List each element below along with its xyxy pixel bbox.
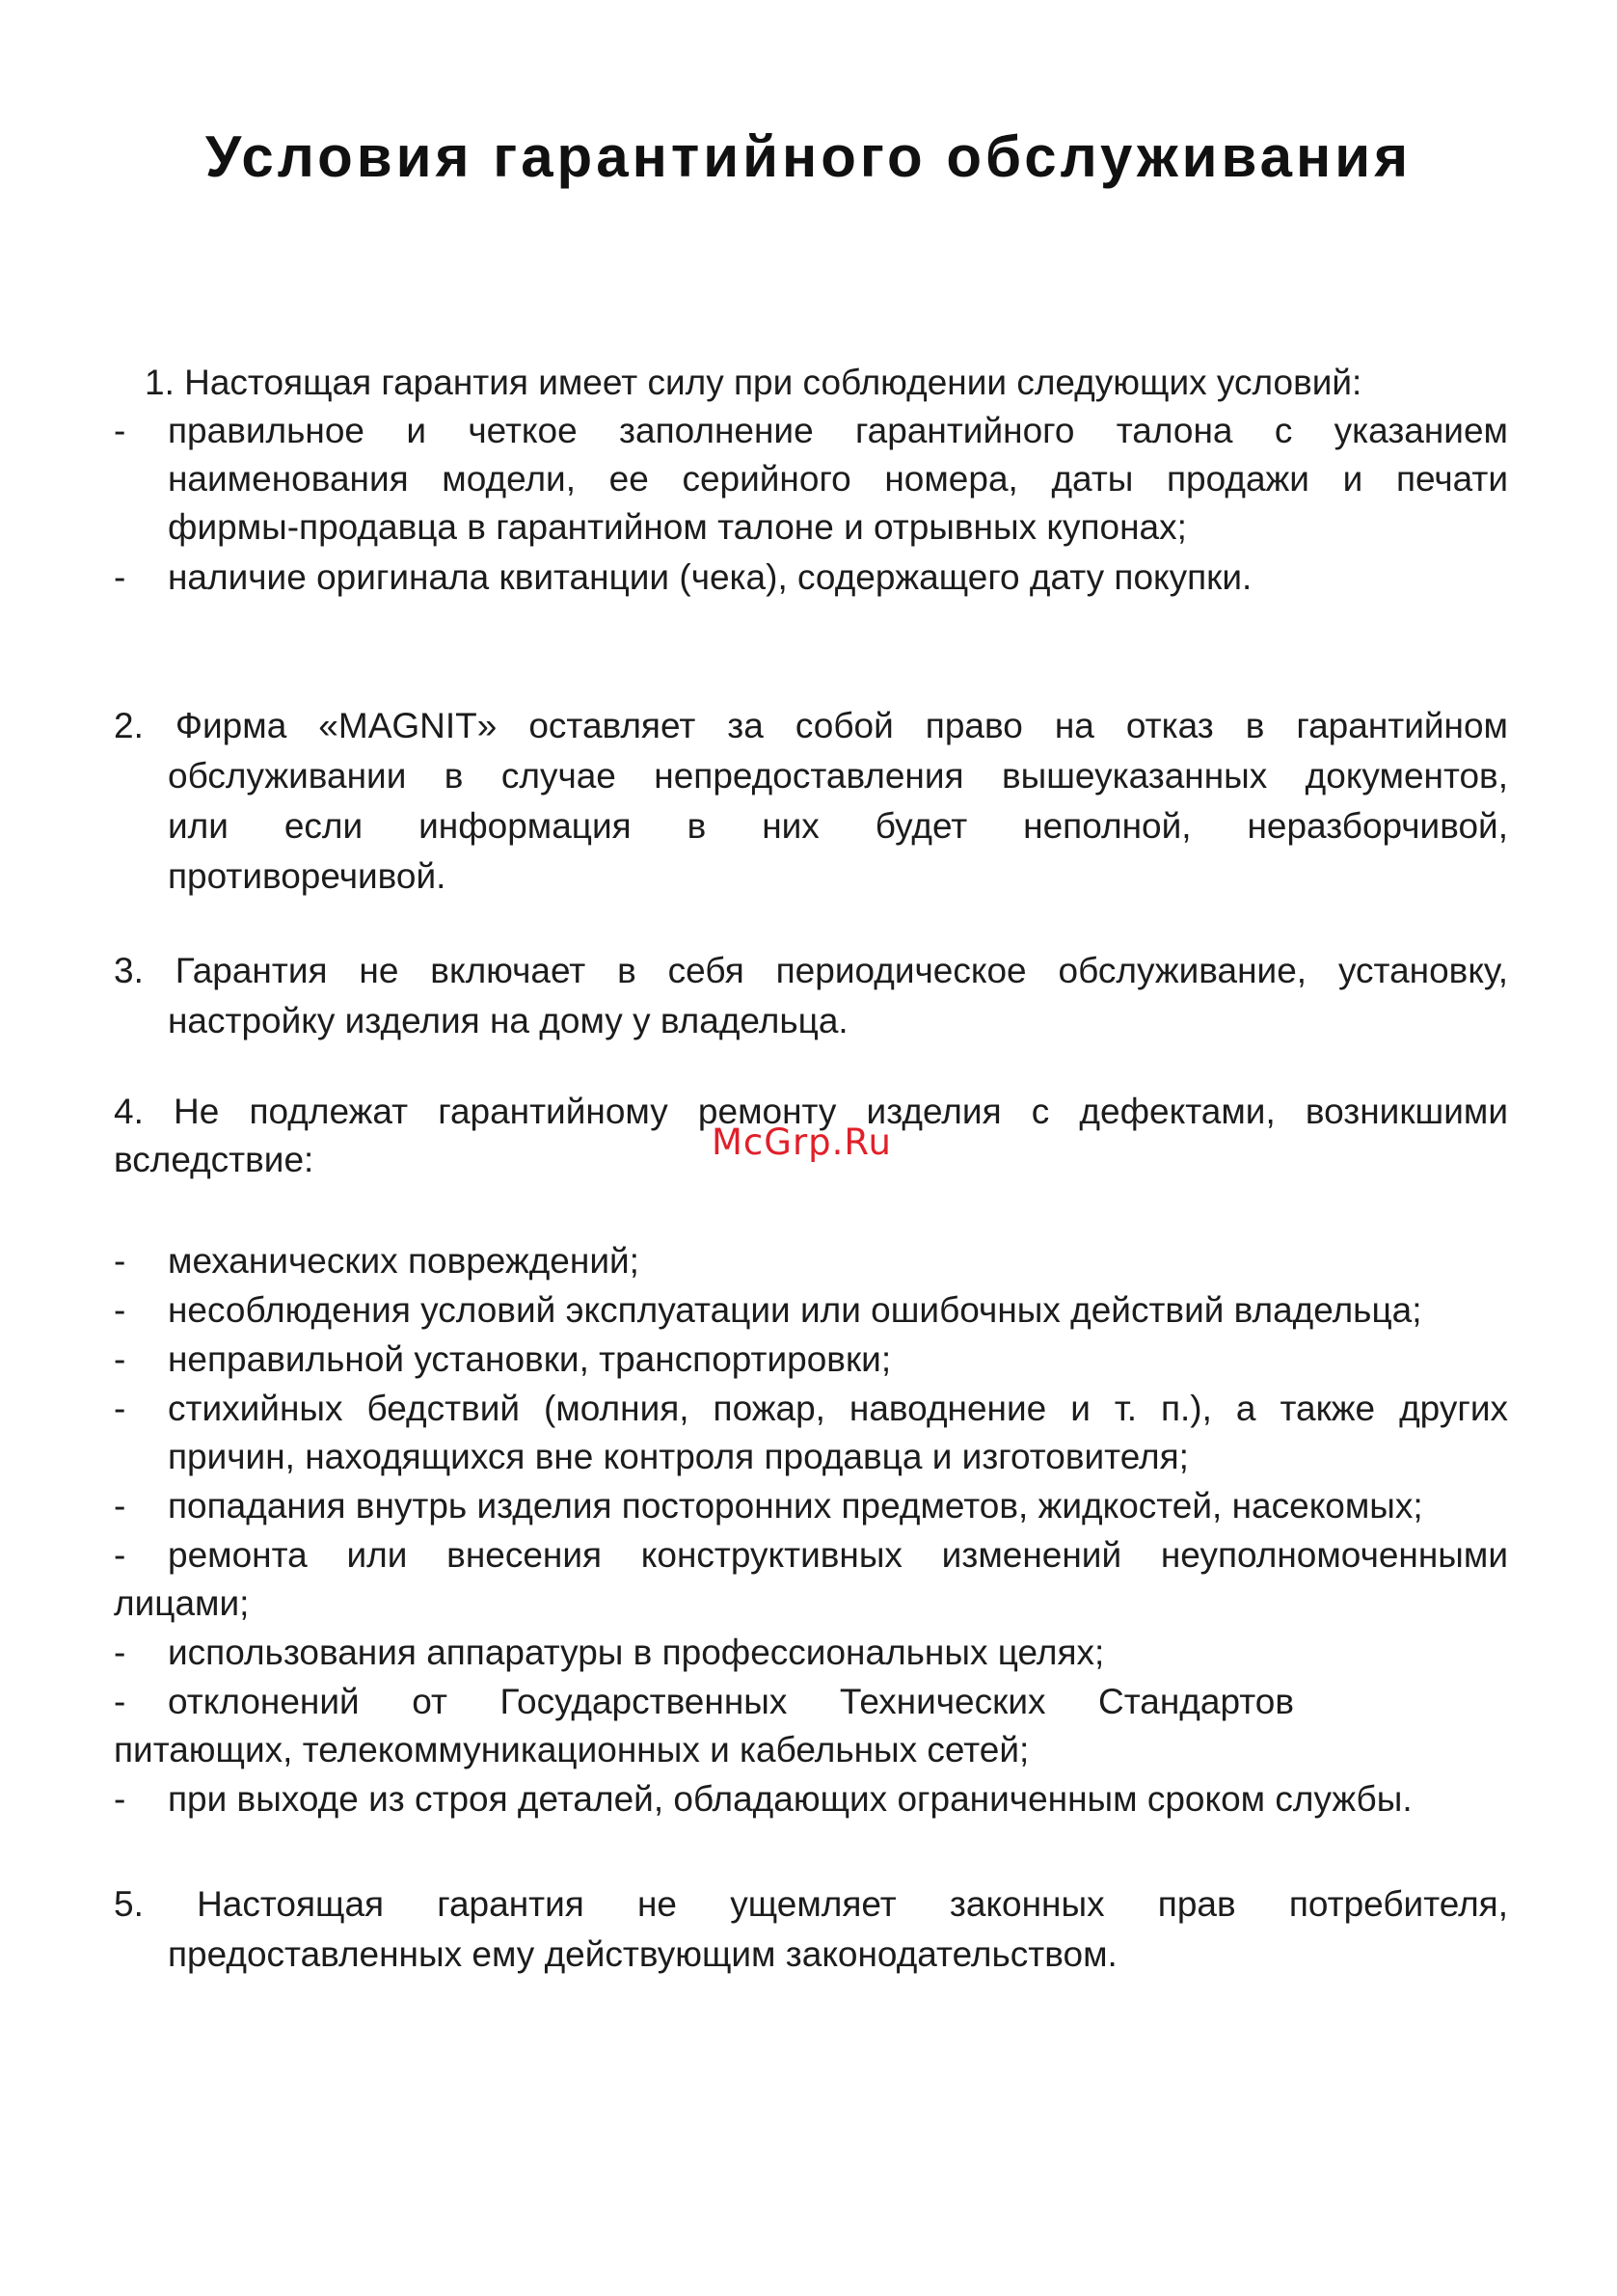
section4-item6-line2: лицами;: [114, 1583, 250, 1623]
section4-line1: 4. Не подлежат гарантийному ремонту изделия с дефектами, возникшими: [114, 1092, 1508, 1131]
section4-item8-line1: отклонений от Государственных Технических Стандартов: [168, 1682, 1294, 1721]
section4-item2: несоблюдения условий эксплуатации или ошибочных действий владельца;: [168, 1290, 1422, 1330]
bullet-dash: -: [114, 1290, 126, 1330]
bullet-dash: -: [114, 1535, 126, 1575]
section5-line2: предоставленных ему действующим законодательством.: [168, 1934, 1118, 1974]
section5-line1: 5. Настоящая гарантия не ущемляет законных прав потребителя,: [114, 1884, 1508, 1924]
bullet-dash: -: [114, 411, 126, 450]
bullet-dash: -: [114, 1779, 126, 1819]
section4-item6-line1: ремонта или внесения конструктивных изменений неуполномоченными: [168, 1535, 1508, 1575]
section1-bullet1-line3: фирмы-продавца в гарантийном талоне и отрывных купонах;: [168, 507, 1187, 547]
section1-bullet1-line2: наименования модели, ее серийного номера, даты продажи и печати: [168, 459, 1508, 499]
section2-line3: или если информация в них будет неполной, неразборчивой,: [168, 806, 1508, 846]
bullet-dash: -: [114, 1339, 126, 1379]
section1-bullet2-line1: наличие оригинала квитанции (чека), содержащего дату покупки.: [168, 557, 1253, 597]
section2-line4: противоречивой.: [168, 856, 446, 896]
bullet-dash: -: [114, 1682, 126, 1721]
section4-item4-line1: стихийных бедствий (молния, пожар, наводнение и т. п.), а также других: [168, 1389, 1508, 1428]
section2-line1: 2. Фирма «MAGNIT» оставляет за собой право на отказ в гарантийном: [114, 706, 1508, 745]
section2-line2: обслуживании в случае непредоставления вышеуказанных документов,: [168, 756, 1508, 796]
section4-item7: использования аппаратуры в профессиональных целях;: [168, 1633, 1105, 1672]
page-title: Условия гарантийного обслуживания: [204, 124, 1413, 189]
section3-line2: настройку изделия на дому у владельца.: [168, 1001, 849, 1040]
section4-item5: попадания внутрь изделия посторонних предметов, жидкостей, насекомых;: [168, 1486, 1423, 1526]
section4-item9: при выходе из строя деталей, обладающих ограниченным сроком службы.: [168, 1779, 1413, 1819]
section4-item4-line2: причин, находящихся вне контроля продавца и изготовителя;: [168, 1437, 1189, 1476]
section4-line2: вследствие:: [114, 1140, 314, 1179]
watermark: McGrp.Ru: [712, 1121, 892, 1163]
bullet-dash: -: [114, 1633, 126, 1672]
bullet-dash: -: [114, 557, 126, 597]
section1-heading: 1. Настоящая гарантия имеет силу при соблюдении следующих условий:: [145, 363, 1362, 402]
bullet-dash: -: [114, 1389, 126, 1428]
section4-item3: неправильной установки, транспортировки;: [168, 1339, 892, 1379]
bullet-dash: -: [114, 1241, 126, 1281]
bullet-dash: -: [114, 1486, 126, 1526]
section3-line1: 3. Гарантия не включает в себя периодическое обслуживание, установку,: [114, 951, 1508, 990]
section1-bullet1-line1: правильное и четкое заполнение гарантийного талона с указанием: [168, 411, 1508, 450]
section4-item8-line2: питающих, телекоммуникационных и кабельных сетей;: [114, 1730, 1030, 1769]
section4-item1: механических повреждений;: [168, 1241, 639, 1281]
